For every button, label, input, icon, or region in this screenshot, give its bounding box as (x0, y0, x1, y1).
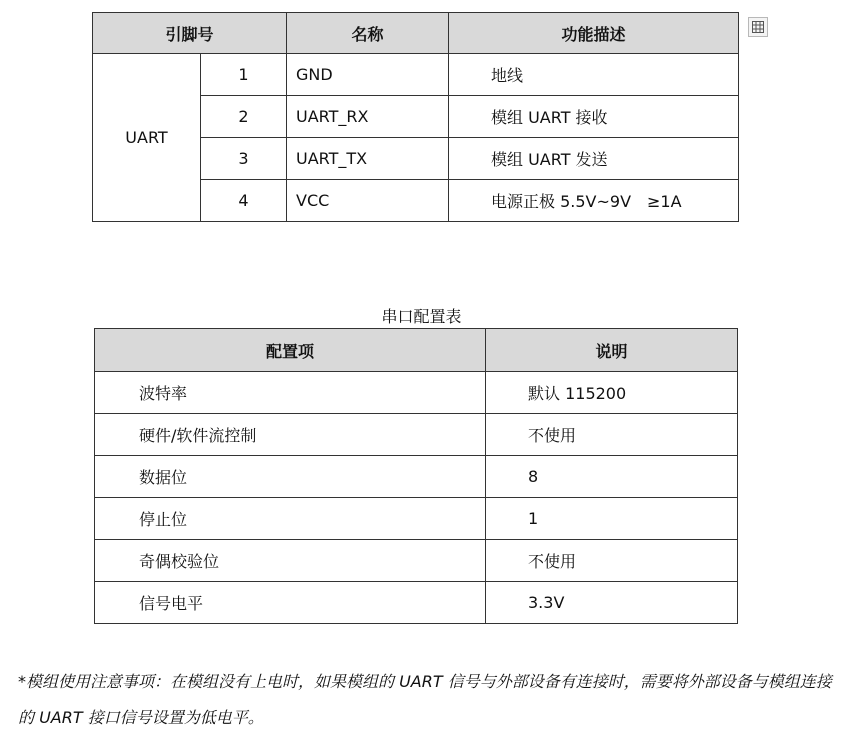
pin-number: 4 (201, 180, 287, 222)
pin-name: GND (287, 54, 449, 96)
pin-number: 3 (201, 138, 287, 180)
expand-table-icon[interactable] (748, 17, 768, 37)
header-config-item: 配置项 (95, 329, 486, 372)
header-description: 说明 (486, 329, 738, 372)
table-row (95, 372, 738, 414)
pin-table-header (93, 13, 739, 54)
header-function: 功能描述 (449, 13, 739, 54)
table-grid-icon (752, 21, 764, 33)
serial-table-caption: 串口配置表 (381, 307, 462, 326)
table-row (95, 540, 738, 582)
pin-name: UART_TX (287, 138, 449, 180)
config-item: 数据位 (95, 456, 486, 498)
table-row (95, 582, 738, 624)
pin-table (92, 12, 739, 222)
group-label: UART (93, 54, 201, 222)
usage-note: *模组使用注意事项：在模组没有上电时，如果模组的 UART 信号与外部设备有连接时，需要将外部设备与模组连接的 UART 接口信号设置为低电平。 (18, 672, 832, 727)
config-item: 奇偶校验位 (95, 540, 486, 582)
pin-desc: 模组 UART 接收 (449, 96, 739, 138)
config-desc: 8 (486, 456, 738, 498)
table-row (95, 498, 738, 540)
config-item: 波特率 (95, 372, 486, 414)
header-name: 名称 (287, 13, 449, 54)
serial-table-header (95, 329, 738, 372)
pin-name: VCC (287, 180, 449, 222)
pin-desc: 模组 UART 发送 (449, 138, 739, 180)
pin-number: 1 (201, 54, 287, 96)
header-pin-number: 引脚号 (93, 13, 287, 54)
config-item: 信号电平 (95, 582, 486, 624)
config-desc: 不使用 (486, 540, 738, 582)
pin-desc: 地线 (449, 54, 739, 96)
config-desc: 默认 115200 (486, 372, 738, 414)
config-item: 硬件/软件流控制 (95, 414, 486, 456)
config-desc: 不使用 (486, 414, 738, 456)
pin-name: UART_RX (287, 96, 449, 138)
table-row (93, 54, 739, 96)
table-row (95, 414, 738, 456)
config-desc: 1 (486, 498, 738, 540)
table-row (95, 456, 738, 498)
config-item: 停止位 (95, 498, 486, 540)
config-desc: 3.3V (486, 582, 738, 624)
serial-config-table (94, 328, 738, 624)
pin-desc: 电源正极 5.5V~9V ≥1A (449, 180, 739, 222)
pin-number: 2 (201, 96, 287, 138)
